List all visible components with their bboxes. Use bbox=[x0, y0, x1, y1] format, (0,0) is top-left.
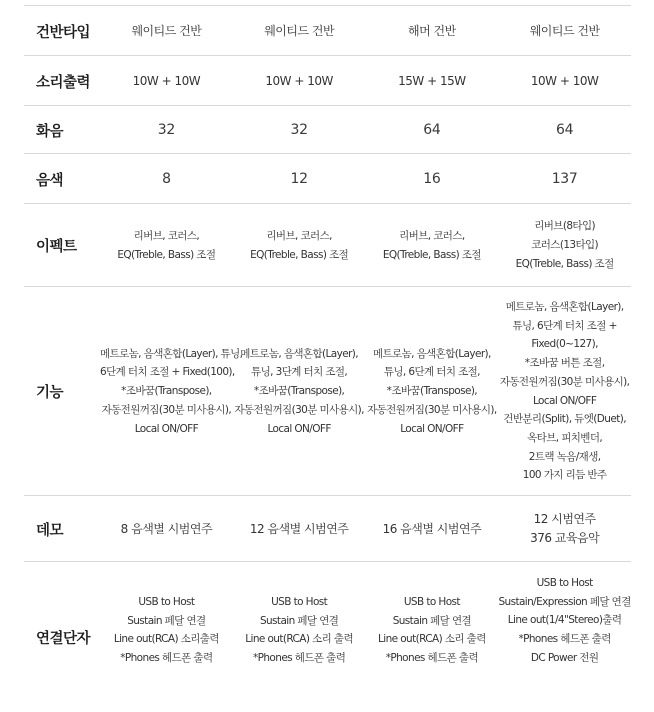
table-cell-polyphony-model-3 bbox=[366, 121, 499, 140]
cell-text-line: 64 bbox=[423, 121, 441, 138]
cell-text-line: *Phones 헤드폰 출력 bbox=[385, 652, 478, 665]
table-cell-functions-model-3 bbox=[366, 345, 499, 439]
cell-text-line: 10W + 10W bbox=[265, 73, 333, 88]
table-cell-demo-model-2 bbox=[233, 520, 366, 539]
cell-text-line: 16 음색별 시범연주 bbox=[382, 521, 482, 536]
table-row-connectors bbox=[24, 562, 631, 712]
row-header-connectors: 연결단자 bbox=[36, 630, 91, 647]
table-row-polyphony bbox=[24, 106, 631, 154]
cell-text-line: *Phones 헤드폰 출력 bbox=[253, 652, 346, 665]
cell-text-line: 건반분리(Split), 듀엣(Duet), bbox=[503, 413, 626, 426]
cell-text-line: 8 bbox=[162, 170, 171, 187]
table-cell-effects-model-2 bbox=[233, 227, 366, 264]
cell-text-line: 12 시범연주 bbox=[533, 512, 596, 527]
cell-text-line: 376 교육음악 bbox=[530, 531, 600, 545]
table-row-demo bbox=[24, 496, 631, 562]
table-cell-demo-model-3 bbox=[366, 520, 499, 539]
cell-text-line: Sustain/Expression 페달 연결 bbox=[498, 595, 631, 608]
row-header-voices: 음색 bbox=[36, 172, 64, 189]
cell-text-line: 리버브, 코러스, bbox=[399, 229, 465, 242]
table-cell-keyboard-type-model-1 bbox=[100, 22, 233, 41]
table-cell-functions-model-4 bbox=[498, 298, 631, 485]
table-cell-keyboard-type-model-2 bbox=[233, 22, 366, 41]
cell-text-line: Line out(RCA) 소리출력 bbox=[113, 633, 219, 646]
cell-text-line: 100 가지 리듬 반주 bbox=[522, 469, 607, 482]
cell-text-line: 웨이티드 건반 bbox=[264, 23, 335, 38]
cell-text-line: 코러스(13타입) bbox=[531, 239, 599, 252]
cell-text-line: 16 bbox=[423, 170, 441, 187]
table-row-effects bbox=[24, 204, 631, 287]
table-cell-polyphony-model-1 bbox=[100, 121, 233, 140]
cell-text-line: 자동전원꺼짐(30분 미사용시), bbox=[499, 375, 630, 388]
table-cell-connectors-model-4 bbox=[498, 562, 631, 668]
cell-text-line: 8 음색별 시범연주 bbox=[120, 521, 213, 536]
table-cell-voices-model-1 bbox=[100, 170, 233, 189]
table-cell-connectors-model-3 bbox=[366, 562, 499, 668]
cell-text-line: USB to Host bbox=[138, 596, 195, 608]
cell-text-line: 메트로놈, 음색혼합(Layer), 튜닝, bbox=[100, 347, 243, 360]
table-cell-connectors-model-1 bbox=[100, 562, 233, 668]
table-cell-sound-output-model-3 bbox=[366, 72, 499, 91]
cell-text-line: USB to Host bbox=[271, 596, 328, 608]
row-header-functions: 기능 bbox=[36, 385, 64, 401]
row-header-polyphony: 화음 bbox=[36, 123, 64, 140]
cell-text-line: Line out(1/4"Stereo)출력 bbox=[507, 614, 622, 627]
table-cell-effects-model-1 bbox=[100, 227, 233, 264]
cell-text-line: 12 bbox=[290, 170, 308, 187]
cell-text-line: 32 bbox=[290, 121, 308, 138]
cell-text-line: Sustain 페달 연결 bbox=[127, 614, 206, 627]
cell-text-line: Sustain 페달 연결 bbox=[259, 614, 339, 627]
cell-text-line: 메트로놈, 음색혼합(Layer), bbox=[240, 347, 359, 360]
table-cell-functions-model-2 bbox=[233, 345, 366, 439]
cell-text-line: 튜닝, 6단계 터치 조절, bbox=[383, 366, 480, 379]
cell-text-line: Local ON/OFF bbox=[134, 422, 199, 435]
cell-text-line: 137 bbox=[551, 170, 578, 187]
cell-text-line: 메트로놈, 음색혼합(Layer), bbox=[372, 347, 491, 360]
cell-text-line: *조바꿈 버튼 조절, bbox=[524, 357, 605, 370]
table-cell-sound-output-model-2 bbox=[233, 72, 366, 91]
cell-text-line: 튜닝, 6단계 터치 조절 + bbox=[512, 319, 617, 332]
cell-text-line: EQ(Treble, Bass) 조절 bbox=[117, 248, 216, 261]
table-cell-effects-model-4 bbox=[498, 217, 631, 273]
table-cell-polyphony-model-2 bbox=[233, 121, 366, 140]
table-cell-keyboard-type-model-4 bbox=[498, 22, 631, 41]
cell-text-line: 6단계 터치 조절 + Fixed(100), bbox=[100, 366, 235, 379]
cell-text-line: 32 bbox=[157, 121, 175, 138]
cell-text-line: 자동전원꺼짐(30분 미사용시), bbox=[234, 403, 364, 416]
cell-text-line: 12 음색별 시범연주 bbox=[249, 521, 349, 536]
table-cell-functions-model-1 bbox=[100, 345, 243, 439]
cell-text-line: DC Power 전원 bbox=[530, 651, 599, 664]
cell-text-line: 자동전원꺼짐(30분 미사용시), bbox=[101, 403, 232, 416]
cell-text-line: Local ON/OFF bbox=[267, 422, 331, 435]
cell-text-line: Line out(RCA) 소리 출력 bbox=[378, 633, 486, 646]
cell-text-line: 메트로놈, 음색혼합(Layer), bbox=[505, 300, 624, 313]
cell-text-line: 10W + 10W bbox=[132, 73, 201, 88]
cell-text-line: 2트랙 녹음/재생, bbox=[528, 450, 601, 463]
table-cell-demo-model-4 bbox=[498, 510, 631, 547]
cell-text-line: EQ(Treble, Bass) 조절 bbox=[250, 248, 349, 261]
cell-text-line: 웨이티드 건반 bbox=[529, 23, 600, 38]
row-header-keyboard-type: 건반타입 bbox=[36, 24, 91, 41]
row-header-demo: 데모 bbox=[36, 522, 64, 539]
cell-text-line: Sustain 페달 연결 bbox=[392, 614, 472, 627]
table-cell-voices-model-2 bbox=[233, 170, 366, 189]
cell-text-line: *조바꿈(Transpose), bbox=[386, 385, 478, 398]
row-header-sound-output: 소리출력 bbox=[36, 74, 91, 91]
cell-text-line: *Phones 헤드폰 출력 bbox=[518, 633, 611, 646]
table-cell-voices-model-4 bbox=[498, 170, 631, 189]
table-row-functions bbox=[24, 287, 631, 496]
cell-text-line: Local ON/OFF bbox=[400, 422, 464, 435]
table-cell-sound-output-model-1 bbox=[100, 72, 233, 91]
table-cell-keyboard-type-model-3 bbox=[366, 22, 499, 41]
table-cell-demo-model-1 bbox=[100, 520, 233, 539]
cell-text-line: 자동전원꺼짐(30분 미사용시), bbox=[367, 403, 497, 416]
cell-text-line: 리버브(8타입) bbox=[534, 220, 596, 233]
cell-text-line: USB to Host bbox=[536, 577, 593, 589]
table-cell-voices-model-3 bbox=[366, 170, 499, 189]
table-row-voices bbox=[24, 154, 631, 204]
table-cell-connectors-model-2 bbox=[233, 562, 366, 668]
table-row-keyboard-type bbox=[24, 6, 631, 56]
cell-text-line: 10W + 10W bbox=[530, 73, 599, 88]
cell-text-line: 64 bbox=[556, 121, 574, 138]
cell-text-line: 웨이티드 건반 bbox=[131, 23, 202, 38]
cell-text-line: *Phones 헤드폰 출력 bbox=[120, 652, 213, 665]
cell-text-line: Line out(RCA) 소리 출력 bbox=[245, 633, 353, 646]
cell-text-line: 15W + 15W bbox=[398, 73, 466, 88]
cell-text-line: USB to Host bbox=[403, 596, 460, 608]
cell-text-line: Local ON/OFF bbox=[532, 394, 597, 407]
table-cell-effects-model-3 bbox=[366, 227, 499, 264]
cell-text-line: 리버브, 코러스, bbox=[133, 229, 200, 242]
cell-text-line: *조바꿈(Transpose), bbox=[121, 385, 212, 398]
table-cell-sound-output-model-4 bbox=[498, 72, 631, 91]
table-row-sound-output bbox=[24, 56, 631, 106]
cell-text-line: EQ(Treble, Bass) 조절 bbox=[382, 248, 481, 261]
cell-text-line: 해머 건반 bbox=[408, 23, 456, 38]
row-header-effects: 이펙트 bbox=[36, 239, 77, 255]
cell-text-line: 옥타브, 피치벤더, bbox=[527, 431, 603, 444]
cell-text-line: EQ(Treble, Bass) 조절 bbox=[515, 257, 614, 270]
cell-text-line: Fixed(0~127), bbox=[531, 338, 598, 351]
cell-text-line: *조바꿈(Transpose), bbox=[253, 385, 345, 398]
table-cell-polyphony-model-4 bbox=[498, 121, 631, 140]
cell-text-line: 리버브, 코러스, bbox=[266, 229, 332, 242]
cell-text-line: 튜닝, 3단계 터치 조절, bbox=[251, 366, 348, 379]
